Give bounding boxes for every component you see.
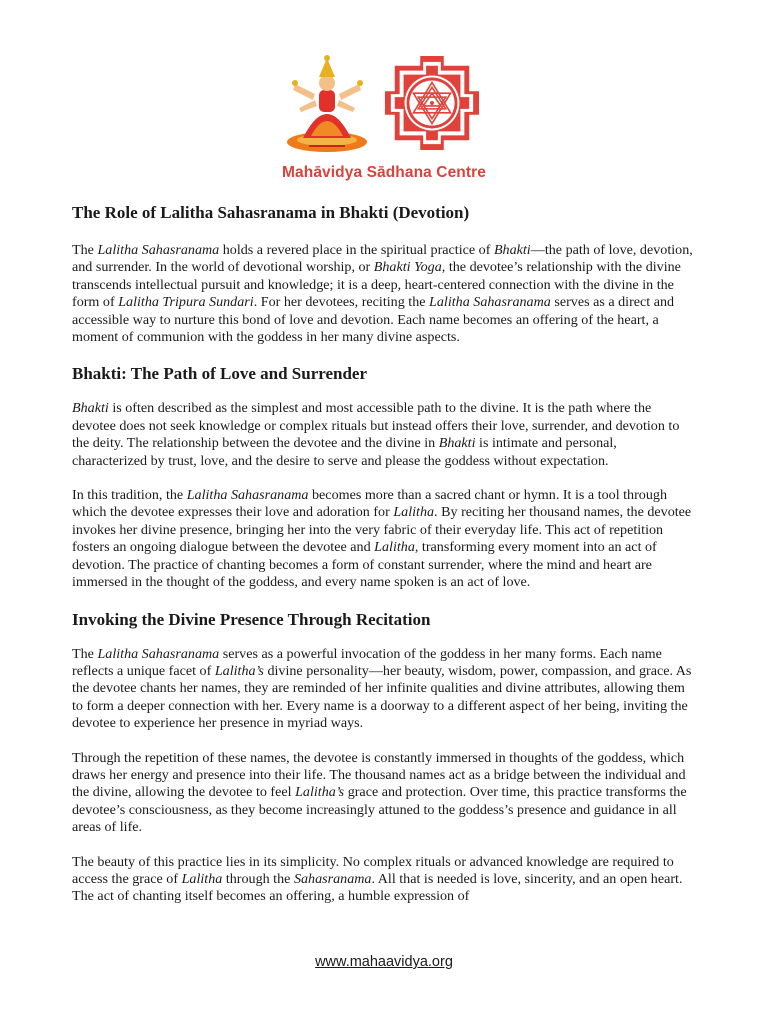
brand-name: Mahāvidya Sādhana Centre — [282, 164, 486, 181]
sri-yantra-icon — [383, 54, 481, 152]
section-heading: The Role of Lalitha Sahasranama in Bhakti (Devotion) — [72, 203, 470, 222]
section-heading: Invoking the Divine Presence Through Recitation — [72, 609, 431, 629]
goddess-figure-icon — [281, 50, 373, 154]
header-logos — [0, 50, 768, 180]
paragraph: The Lalitha Sahasranama holds a revered place in the spiritual practice of Bhakti—the path of love, devotion, and surrender. In the world of devotional worship, or Bhakti Yoga, the devotee’s relationship with the divine transcends intellectual pursuit and knowledge; it is a deep, heart-centered connection with the divine in the form of Lalitha Tripura Sundari. For her devotees, reciting the Lalitha Sahasranama serves as a direct and accessible way to nurture this bond of love and devotion. Each name becomes an offering of the heart, a moment of communion with the goddess in her many divine aspects. — [72, 242, 693, 346]
section-heading: Bhakti: The Path of Love and Surrender — [72, 364, 368, 384]
paragraph: The beauty of this practice lies in its simplicity. No complex rituals or advanced knowledge are required to access the grace of Lalitha through the Sahasranama. All that is needed is love, sincerity, and an open heart. The act of chanting itself becomes an offering, a humble expression of — [72, 853, 683, 905]
website-link[interactable]: www.mahaavidya.org — [315, 954, 453, 970]
paragraph: Through the repetition of these names, the devotee is constantly immersed in thoughts of the goddess, which draws her energy and presence into their life. The thousand names act as a bridge between the individual and the divine, allowing the devotee to feel Lalitha’s grace and protection. Over time, this practice transforms the devotee’s consciousness, as they become increasingly attuned to the goddess’s presence and guidance in all areas of life. — [72, 749, 687, 836]
paragraph: Bhakti is often described as the simplest and most accessible path to the divine. It is the path where the devotee does not seek knowledge or complex rituals but instead offers their love, surrender, and devotion to the deity. The relationship between the devotee and the divine in Bhakti is intimate and personal, characterized by trust, love, and the desire to serve and please the goddess without expectation. — [72, 400, 680, 469]
paragraph: In this tradition, the Lalitha Sahasranama becomes more than a sacred chant or hymn. It is a tool through which the devotee expresses their love and adoration for Lalitha. By reciting her thousand names, the devotee invokes her divine presence, bringing her into the very fabric of their everyday life. This act of repetition fosters an ongoing dialogue between the devotee and Lalitha, transforming every moment into an act of devotion. The practice of chanting becomes a form of constant surrender, where the mind and heart are immersed in the thought of the goddess, and every name spoken is an act of love. — [72, 487, 692, 591]
document-body — [72, 202, 694, 906]
paragraph: The Lalitha Sahasranama serves as a powerful invocation of the goddess in her many forms. Each name reflects a unique facet of Lalitha’s divine personality—her beauty, wisdom, power, compassion, and grace. As the devotee chants her names, they are reminded of her infinite qualities and divine attributes, allowing them to form a deeper connection with her. Every name is a doorway to a different aspect of her being, inviting the devotee to experience her presence in myriad ways. — [72, 645, 692, 732]
